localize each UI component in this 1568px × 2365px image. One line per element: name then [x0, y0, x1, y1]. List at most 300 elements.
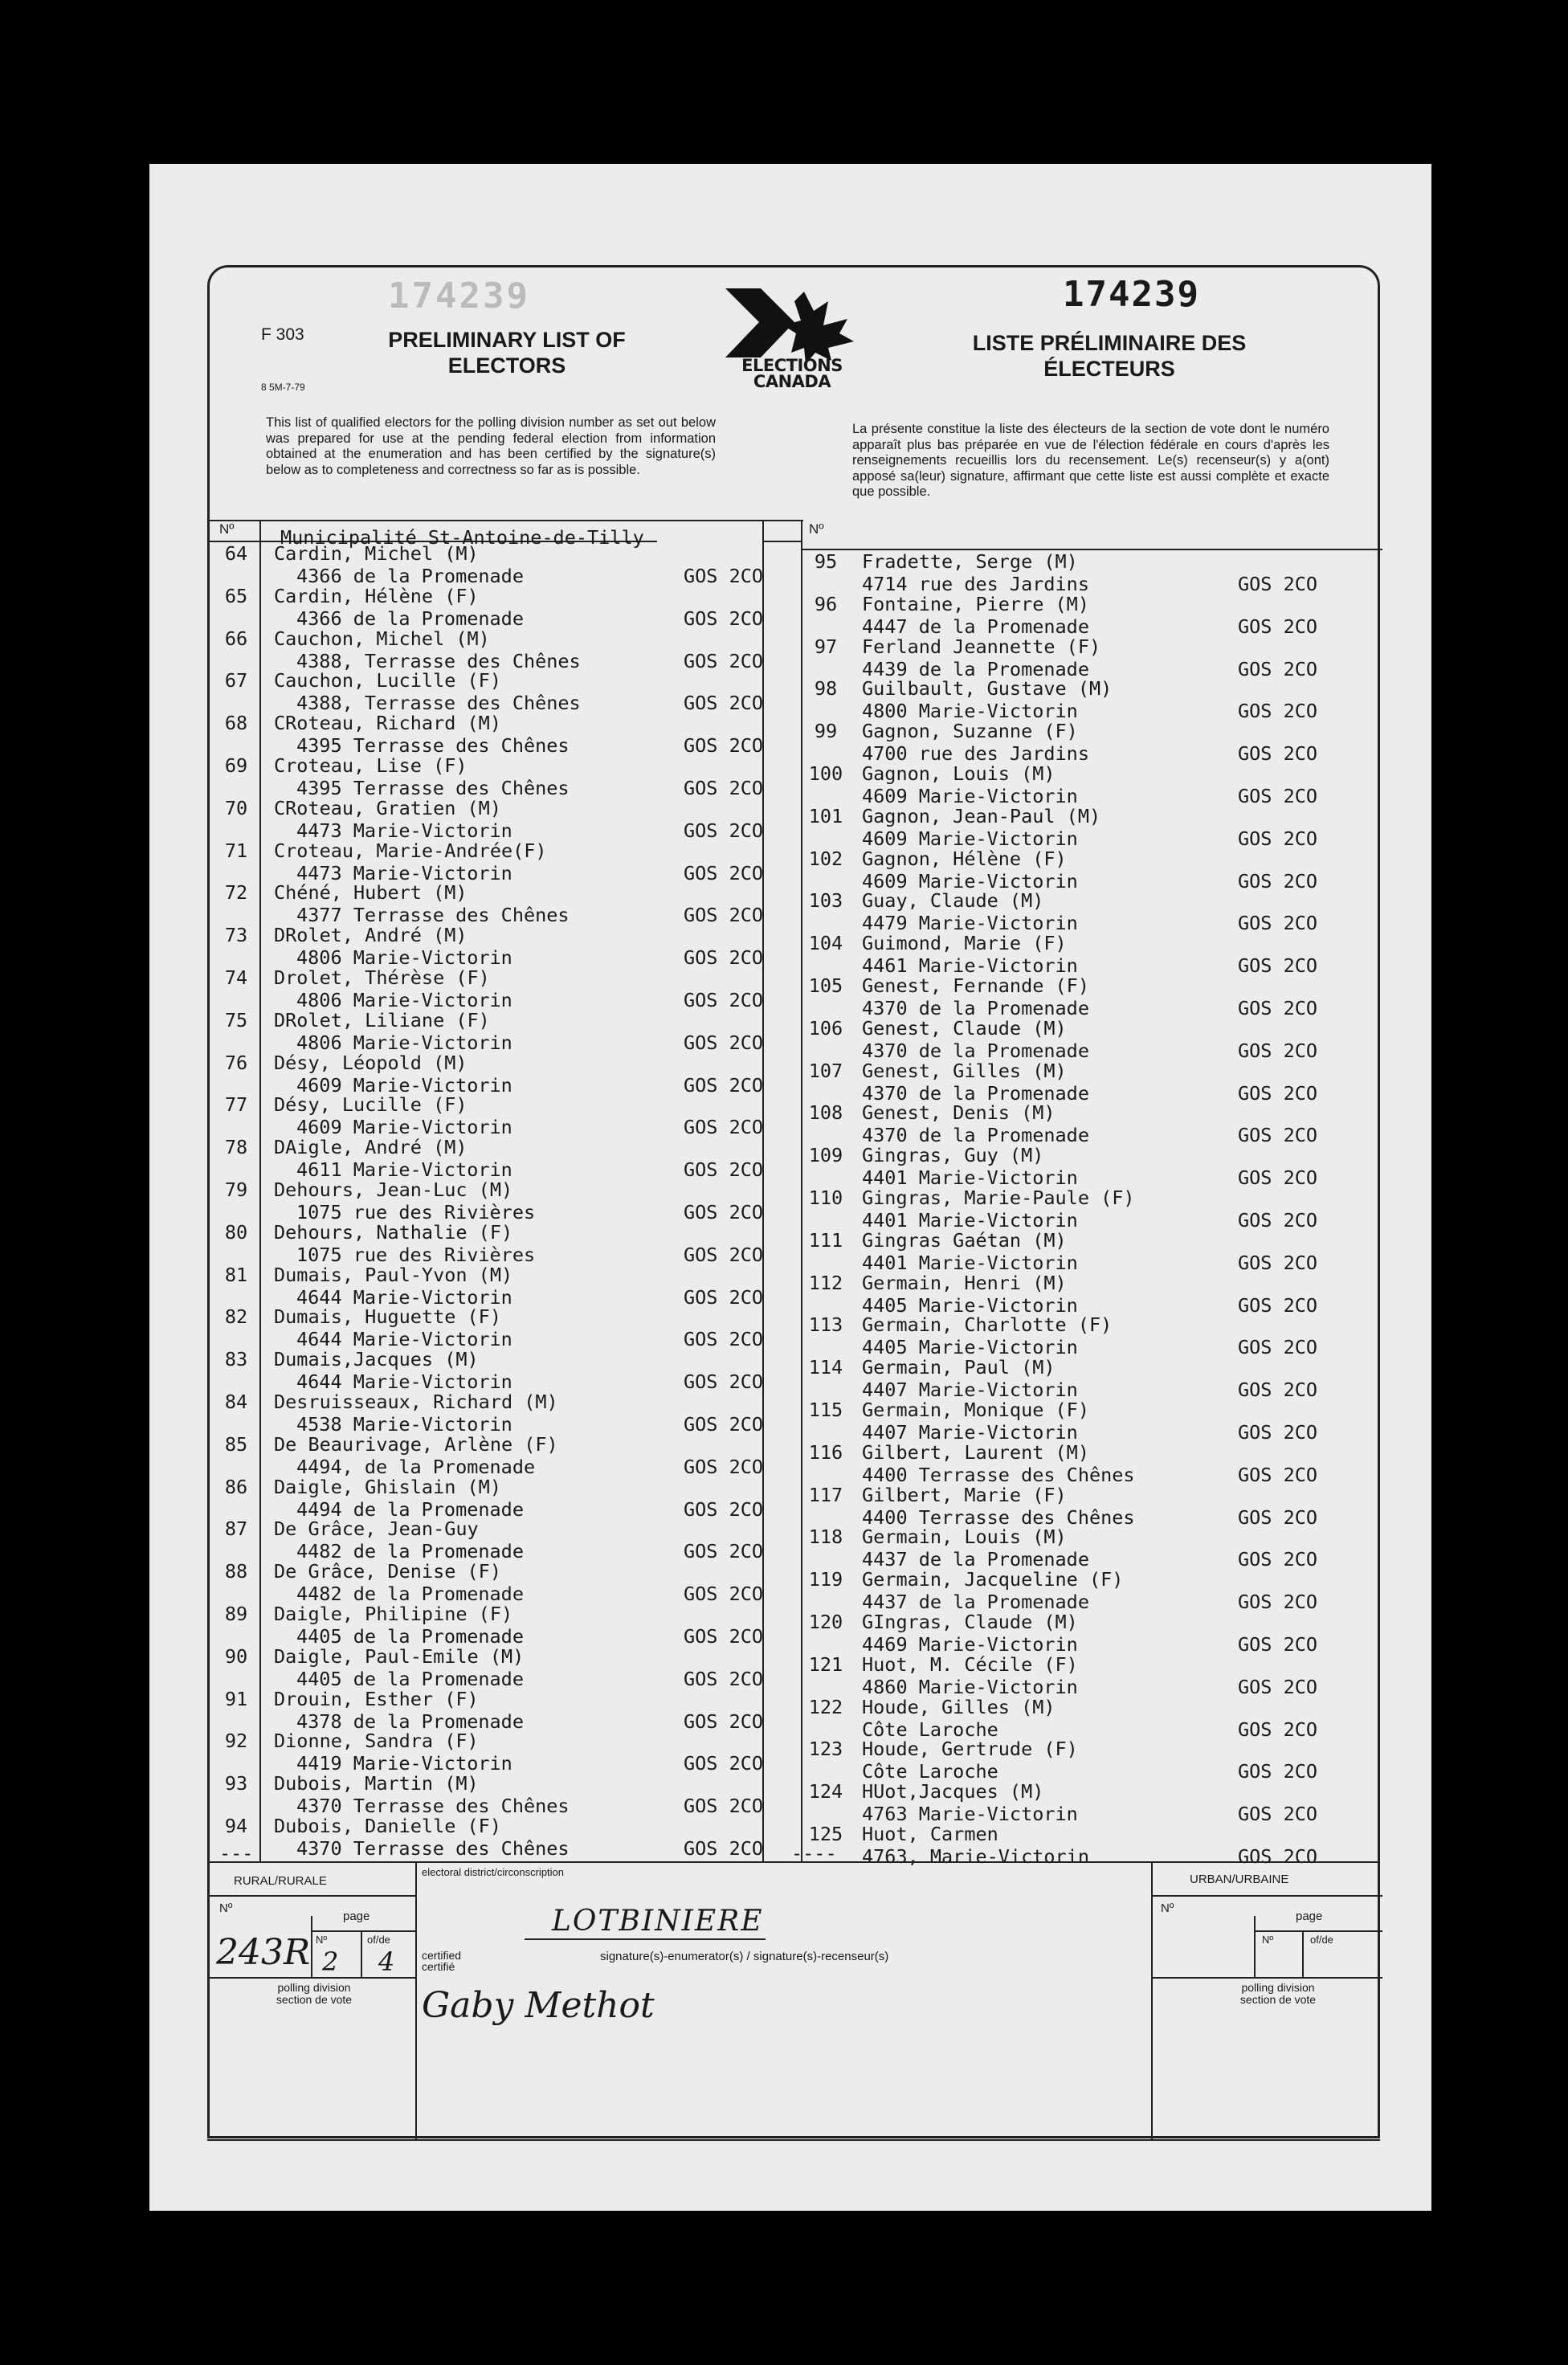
urban-no-label: Nº [1161, 1901, 1174, 1915]
elector-postal-code: GOS 2CO [1238, 700, 1318, 723]
elector-row [762, 1738, 1382, 1784]
elector-name: Chéné, Hubert (M) [274, 881, 468, 905]
elector-address: 4609 Marie-Victorin [862, 827, 1078, 850]
elector-name: Cauchon, Lucille (F) [274, 669, 501, 692]
elector-address: 4405 Marie-Victorin [862, 1336, 1078, 1359]
elector-name: Gingras, Marie-Paule (F) [862, 1187, 1135, 1209]
elector-row [762, 1653, 1382, 1700]
elector-name: HUot,Jacques (M) [862, 1780, 1044, 1803]
form-version: 8 5M-7-79 [261, 382, 305, 393]
elector-row [210, 712, 762, 758]
elector-address: 4370 de la Promenade [862, 1081, 1089, 1105]
urban-page-no-label: Nº [1262, 1934, 1274, 1946]
elector-row [210, 1348, 762, 1395]
elector-number: 73 [224, 924, 248, 947]
elector-address: 4400 Terrasse des Chênes [862, 1505, 1135, 1529]
elector-postal-code: GOS 2CO [1238, 657, 1318, 680]
elector-name: Dumais, Huguette (F) [274, 1305, 501, 1329]
elector-number: 122 [808, 1695, 843, 1718]
elector-postal-code: GOS 2CO [1238, 1421, 1318, 1444]
elector-name: Huot, Carmen [862, 1823, 998, 1845]
elector-address: 4479 Marie-Victorin [862, 912, 1078, 935]
elector-number: 112 [808, 1271, 843, 1294]
elector-name: Dubois, Martin (M) [274, 1772, 479, 1795]
elector-row [210, 585, 762, 631]
elector-name: DAigle, André (M) [274, 1136, 468, 1159]
elector-postal-code: GOS 2CO [684, 1201, 764, 1223]
elector-number: 88 [224, 1560, 248, 1583]
elector-address: 4609 Marie-Victorin [862, 785, 1078, 807]
elector-number: 82 [224, 1305, 248, 1329]
elector-number: 71 [224, 839, 248, 862]
elector-row [762, 635, 1382, 682]
elector-address: 4461 Marie-Victorin [862, 954, 1078, 978]
elector-name: Huot, M. Cécile (F) [862, 1652, 1078, 1676]
elector-number: 78 [224, 1136, 248, 1159]
elector-postal-code: GOS 2CO [1238, 615, 1318, 638]
elector-address: 4377 Terrasse des Chênes [296, 904, 570, 927]
elector-postal-code: GOS 2CO [1238, 1463, 1318, 1486]
elector-number: 98 [814, 677, 838, 701]
elector-postal-code: GOS 2CO [1238, 1718, 1318, 1741]
elector-number: 118 [808, 1526, 843, 1549]
elector-row [210, 966, 762, 1013]
rural-no-label: Nº [219, 1901, 233, 1915]
elector-number: 85 [224, 1432, 248, 1456]
elector-number: 93 [224, 1772, 248, 1795]
elector-name: De Beaurivage, Arlène (F) [274, 1432, 558, 1456]
elector-address: 4370 de la Promenade [862, 1124, 1089, 1147]
elector-address: 4860 Marie-Victorin [862, 1675, 1078, 1698]
elector-postal-code: GOS 2CO [1238, 997, 1318, 1019]
elector-number: 66 [224, 627, 248, 650]
elector-address: 4447 de la Promenade [862, 615, 1089, 638]
elector-postal-code: GOS 2CO [684, 1583, 764, 1606]
elector-name: Croteau, Marie-Andrée(F) [274, 839, 547, 862]
elector-name: Daigle, Philipine (F) [274, 1603, 513, 1625]
intro-english: This list of qualified electors for the polling division number as set out below was prepared for use at the pending federal election from information obtained at the enumeration and has been certified by the signature(s) below as to completeness and correctness so far as is possible. [266, 415, 716, 477]
left-electors-list [210, 542, 762, 1860]
certified-fr: certifié [422, 1960, 455, 1973]
rural-page-divider [311, 1916, 312, 1977]
elector-postal-code: GOS 2CO [684, 777, 764, 799]
poll-number-handwritten: 243R [216, 1932, 311, 1973]
elector-name: Gingras Gaétan (M) [862, 1228, 1067, 1252]
elector-row [762, 1017, 1382, 1064]
title-english: PRELIMINARY LIST OF ELECTORS [388, 328, 626, 378]
urban-page-rule [1254, 1930, 1382, 1932]
elector-name: Ferland Jeannette (F) [862, 635, 1101, 658]
elector-number: 79 [224, 1178, 248, 1201]
elector-name: Germain, Henri (M) [862, 1271, 1067, 1294]
footer-top-rule [207, 1861, 1380, 1863]
elector-number: 100 [808, 762, 843, 785]
elector-postal-code: GOS 2CO [684, 1837, 764, 1860]
elector-number: 102 [808, 847, 843, 870]
elector-postal-code: GOS 2CO [1238, 954, 1318, 978]
elector-name: Houde, Gilles (M) [862, 1695, 1056, 1718]
urban-page-label: page [1296, 1910, 1323, 1923]
elector-address: 4437 de la Promenade [862, 1548, 1089, 1571]
rural-header-rule [207, 1895, 416, 1897]
elector-name: GIngras, Claude (M) [862, 1611, 1078, 1633]
elector-row [762, 805, 1382, 852]
elector-name: Germain, Louis (M) [862, 1526, 1067, 1549]
elector-address: Côte Laroche [862, 1718, 998, 1741]
elector-postal-code: GOS 2CO [1238, 1379, 1318, 1402]
elector-number: 89 [224, 1603, 248, 1625]
elector-number: 74 [224, 966, 248, 989]
elector-address: 4401 Marie-Victorin [862, 1209, 1078, 1232]
elector-row [210, 1603, 762, 1649]
elector-name: Genest, Claude (M) [862, 1016, 1067, 1040]
elector-row [762, 1272, 1382, 1318]
elector-name: Cauchon, Michel (M) [274, 627, 490, 650]
elector-row [210, 1178, 762, 1225]
elector-postal-code: GOS 2CO [684, 1116, 764, 1139]
elector-number: 92 [224, 1730, 248, 1753]
elector-number: 68 [224, 712, 248, 735]
elector-number: 91 [224, 1687, 248, 1710]
elector-postal-code: GOS 2CO [684, 1370, 764, 1394]
elector-postal-code: GOS 2CO [1238, 1039, 1318, 1062]
elector-number: 111 [808, 1228, 843, 1252]
form-code: F 303 [261, 325, 304, 344]
elector-row [210, 754, 762, 801]
maple-leaf-x-icon [711, 284, 872, 364]
elector-address: 1075 rue des Rivières [296, 1201, 536, 1223]
elector-address: 4611 Marie-Victorin [296, 1158, 512, 1182]
elector-address: 4370 Terrasse des Chênes [296, 1795, 570, 1818]
elector-postal-code: GOS 2CO [1238, 1548, 1318, 1571]
elector-name: Gagnon, Hélène (F) [862, 847, 1067, 870]
elector-row [210, 881, 762, 928]
elector-number: 77 [224, 1093, 248, 1117]
elector-number: 64 [224, 542, 248, 565]
elector-address: 4806 Marie-Victorin [296, 989, 512, 1011]
elector-row [762, 848, 1382, 894]
intro-french: La présente constitue la liste des électeurs de la section de vote dont le numéro apparaît plus bas préparée en vue de l'élection fédérale en cours d'après les renseignements recueillis lors du recensement. Le(s) recenseur(s) y a(ont) apposé sa(leur) signature, affirmant que cette liste est aussi complète et exacte que possible. [852, 422, 1329, 499]
elector-name: Dehours, Jean-Luc (M) [274, 1178, 513, 1201]
elector-address: 4644 Marie-Victorin [296, 1328, 512, 1351]
district-value-handwritten: LOTBINIERE [552, 1905, 764, 1938]
elector-address: 4763 Marie-Victorin [862, 1803, 1078, 1826]
elector-address: 4700 rue des Jardins [862, 742, 1089, 766]
elector-postal-code: GOS 2CO [1238, 573, 1318, 595]
elector-postal-code: GOS 2CO [684, 1667, 764, 1690]
elector-row [210, 1730, 762, 1776]
elector-row [762, 1568, 1382, 1615]
elector-postal-code: GOS 2CO [1238, 1209, 1318, 1232]
elector-name: Guilbault, Gustave (M) [862, 677, 1113, 701]
elector-row [210, 1052, 762, 1098]
elector-postal-code: GOS 2CO [684, 565, 764, 587]
elector-address: 4401 Marie-Victorin [862, 1166, 1078, 1190]
elector-name: Gagnon, Louis (M) [862, 762, 1056, 785]
elector-row [762, 1484, 1382, 1530]
elector-number: 87 [224, 1517, 248, 1541]
logo-text-canada: CANADA [753, 372, 831, 391]
elector-postal-code: GOS 2CO [1238, 1336, 1318, 1359]
urban-bottom-rule [1151, 1977, 1382, 1979]
elector-row [210, 1560, 762, 1607]
elector-address: 1075 rue des Rivières [296, 1243, 536, 1266]
elector-postal-code: GOS 2CO [684, 989, 764, 1011]
elector-name: Germain, Monique (F) [862, 1399, 1089, 1421]
elector-name: Daigle, Ghislain (M) [274, 1475, 501, 1498]
elector-address: 4473 Marie-Victorin [296, 861, 512, 884]
elector-name: Drouin, Esther (F) [274, 1687, 479, 1710]
elector-row [762, 550, 1382, 597]
elector-address: 4494, de la Promenade [296, 1455, 536, 1478]
elector-number: 101 [808, 804, 843, 827]
urban-polling-division-label [1206, 1982, 1350, 2006]
elector-row [762, 1144, 1382, 1191]
elector-row [210, 669, 762, 716]
elector-postal-code: GOS 2CO [684, 1031, 764, 1054]
elector-address: 4494 de la Promenade [296, 1497, 524, 1521]
elector-address: 4400 Terrasse des Chênes [862, 1463, 1135, 1486]
elector-name: Guay, Claude (M) [862, 889, 1044, 913]
left-end-mark: --- [219, 1842, 254, 1865]
elector-address: 4806 Marie-Victorin [296, 1031, 512, 1054]
no-header-right: Nº [809, 521, 824, 537]
elector-row [210, 1136, 762, 1182]
urban-of-divider [1302, 1930, 1304, 1977]
elector-name: CRoteau, Gratien (M) [274, 796, 501, 819]
elector-postal-code: GOS 2CO [1238, 1675, 1318, 1698]
elector-name: Gagnon, Jean-Paul (M) [862, 804, 1101, 827]
elector-row [210, 797, 762, 843]
urban-of-label: of/de [1310, 1934, 1333, 1946]
elector-name: Daigle, Paul-Emile (M) [274, 1644, 525, 1668]
elector-address: 4370 de la Promenade [862, 1039, 1089, 1062]
elector-row [762, 932, 1382, 978]
elector-postal-code: GOS 2CO [1238, 1633, 1318, 1656]
elector-name: Fontaine, Pierre (M) [862, 592, 1089, 615]
rural-page-no-label: Nº [316, 1934, 328, 1946]
elector-postal-code: GOS 2CO [684, 1497, 764, 1521]
elector-postal-code: GOS 2CO [684, 1795, 764, 1818]
elector-number: 83 [224, 1348, 248, 1371]
elector-name: Dehours, Nathalie (F) [274, 1220, 513, 1244]
elector-name: DRolet, Liliane (F) [274, 1008, 490, 1031]
elector-number: 72 [224, 881, 248, 905]
elector-address: 4419 Marie-Victorin [296, 1752, 512, 1775]
district-underline [525, 1938, 766, 1940]
elector-postal-code: GOS 2CO [684, 946, 764, 970]
elector-postal-code: GOS 2CO [684, 904, 764, 927]
elector-row [210, 1815, 762, 1861]
elector-name: Cardin, Hélène (F) [274, 584, 479, 607]
elector-name: CRoteau, Richard (M) [274, 712, 501, 735]
elector-address: 4407 Marie-Victorin [862, 1421, 1078, 1444]
elector-row [210, 1264, 762, 1310]
elector-number: 120 [808, 1611, 843, 1633]
elector-row [762, 889, 1382, 936]
elector-postal-code: GOS 2CO [684, 649, 764, 672]
elector-postal-code: GOS 2CO [684, 1709, 764, 1733]
elector-row [762, 1526, 1382, 1572]
urban-block-divider [1151, 1861, 1153, 2139]
elector-row [210, 627, 762, 674]
elector-address: 4395 Terrasse des Chênes [296, 734, 570, 758]
elector-row [210, 1221, 762, 1268]
elector-row [210, 839, 762, 886]
elector-number: 67 [224, 669, 248, 692]
list-top-rule-left [207, 520, 803, 521]
elector-name: Houde, Gertrude (F) [862, 1738, 1078, 1761]
elector-address: 4609 Marie-Victorin [296, 1073, 512, 1097]
elector-number: 125 [808, 1823, 843, 1845]
elector-row [210, 1391, 762, 1437]
elector-name: Dumais, Paul-Yvon (M) [274, 1263, 513, 1286]
elector-address: 4806 Marie-Victorin [296, 946, 512, 970]
rural-polling-fr: section de vote [276, 1993, 353, 2006]
elector-number: 90 [224, 1644, 248, 1668]
elector-row [762, 762, 1382, 809]
elector-postal-code: GOS 2CO [684, 819, 764, 842]
elector-name: Dionne, Sandra (F) [274, 1730, 479, 1753]
elector-number: 103 [808, 889, 843, 913]
elector-number: 80 [224, 1220, 248, 1244]
certified-label [422, 1950, 461, 1972]
electors-form [207, 265, 1380, 2138]
elector-row [762, 1060, 1382, 1106]
elector-number: 94 [224, 1815, 248, 1837]
elector-address: 4378 de la Promenade [296, 1709, 524, 1733]
elector-row [762, 1611, 1382, 1657]
elector-row [210, 1517, 762, 1564]
elector-row [210, 1433, 762, 1480]
elector-address: 4482 de la Promenade [296, 1583, 524, 1606]
elector-name: Desruisseaux, Richard (M) [274, 1391, 558, 1413]
elector-number: 96 [814, 592, 838, 615]
elector-address: 4405 de la Promenade [296, 1625, 524, 1648]
elector-row [762, 1313, 1382, 1360]
elector-address: 4437 de la Promenade [862, 1591, 1089, 1614]
signature-caption: signature(s)-enumerator(s) / signature(s)-recenseur(s) [600, 1950, 889, 1963]
district-label: electoral district/circonscription [422, 1866, 565, 1878]
elector-number: 99 [814, 720, 838, 743]
elector-address: 4366 de la Promenade [296, 607, 524, 630]
elector-name: Désy, Léopold (M) [274, 1051, 468, 1074]
elector-number: 119 [808, 1568, 843, 1591]
elector-postal-code: GOS 2CO [1238, 1760, 1318, 1783]
elector-address: 4538 Marie-Victorin [296, 1413, 512, 1436]
elector-number: 104 [808, 932, 843, 955]
elector-row [762, 1187, 1382, 1233]
footer-bottom-rule [207, 2139, 1380, 2141]
urban-label: URBAN/URBAINE [1190, 1873, 1289, 1886]
rural-of-divider [361, 1930, 362, 1977]
elector-postal-code: GOS 2CO [1238, 1845, 1318, 1868]
elector-postal-code: GOS 2CO [1238, 1166, 1318, 1190]
elector-address: 4609 Marie-Victorin [296, 1116, 512, 1139]
elector-number: 114 [808, 1356, 843, 1379]
rural-bottom-rule [207, 1977, 416, 1979]
elector-number: 70 [224, 796, 248, 819]
elector-name: Genest, Gilles (M) [862, 1059, 1067, 1082]
elector-postal-code: GOS 2CO [684, 1073, 764, 1097]
elector-number: 107 [808, 1059, 843, 1082]
elector-address: 4763, Marie-Victorin [862, 1845, 1089, 1868]
elector-number: 121 [808, 1652, 843, 1676]
urban-header-rule [1151, 1895, 1382, 1897]
certified-en: certified [422, 1949, 462, 1962]
elector-name: Cardin, Michel (M) [274, 542, 479, 565]
elector-number: 124 [808, 1780, 843, 1803]
elector-postal-code: GOS 2CO [1238, 1124, 1318, 1147]
rural-page-rule [311, 1930, 415, 1932]
elector-address: 4800 Marie-Victorin [862, 700, 1078, 723]
elector-postal-code: GOS 2CO [1238, 1591, 1318, 1614]
elector-postal-code: GOS 2CO [1238, 1505, 1318, 1529]
elector-name: Genest, Fernande (F) [862, 974, 1089, 997]
elector-name: De Grâce, Jean-Guy [274, 1517, 479, 1541]
elector-name: Gingras, Guy (M) [862, 1144, 1044, 1167]
elector-number: 86 [224, 1475, 248, 1498]
elector-row [762, 1441, 1382, 1488]
elector-number: 115 [808, 1399, 843, 1421]
elector-number: 110 [808, 1187, 843, 1209]
elector-number: 113 [808, 1313, 843, 1337]
elector-postal-code: GOS 2CO [684, 861, 764, 884]
urban-page-divider [1254, 1916, 1256, 1977]
elector-row [210, 1645, 762, 1692]
elector-number: 108 [808, 1101, 843, 1125]
elector-name: Gilbert, Laurent (M) [862, 1440, 1089, 1464]
elector-number: 116 [808, 1440, 843, 1464]
elector-row [762, 1696, 1382, 1742]
elector-number: 84 [224, 1391, 248, 1413]
elector-number: 109 [808, 1144, 843, 1167]
elector-name: Dubois, Danielle (F) [274, 1815, 501, 1837]
no-header-rule-right [762, 541, 802, 542]
elector-number: 65 [224, 584, 248, 607]
elector-postal-code: GOS 2CO [684, 692, 764, 715]
elector-postal-code: GOS 2CO [684, 1752, 764, 1775]
elector-address: 4644 Marie-Victorin [296, 1285, 512, 1309]
elector-number: 123 [808, 1738, 843, 1761]
elector-name: Dumais,Jacques (M) [274, 1348, 479, 1371]
elector-name: Croteau, Lise (F) [274, 754, 468, 777]
elector-postal-code: GOS 2CO [684, 1455, 764, 1478]
elector-address: 4395 Terrasse des Chênes [296, 777, 570, 799]
elector-number: 97 [814, 635, 838, 658]
elector-address: 4644 Marie-Victorin [296, 1370, 512, 1394]
elector-address: 4370 Terrasse des Chênes [296, 1837, 570, 1860]
elector-address: 4609 Marie-Victorin [862, 869, 1078, 892]
elector-row [210, 1093, 762, 1140]
elector-postal-code: GOS 2CO [684, 607, 764, 630]
elector-address: 4370 de la Promenade [862, 997, 1089, 1019]
elector-name: Gilbert, Marie (F) [862, 1483, 1067, 1506]
right-end-mark: ---- [791, 1842, 837, 1865]
rural-block-divider [415, 1861, 417, 2139]
elector-row [210, 1772, 762, 1819]
elector-number: 69 [224, 754, 248, 777]
elector-name: Désy, Lucille (F) [274, 1093, 468, 1117]
rural-polling-division-label [242, 1982, 386, 2006]
elector-number: 106 [808, 1016, 843, 1040]
rural-polling-en: polling division [277, 1981, 351, 1994]
elections-canada-logo [711, 284, 872, 391]
elector-row [210, 542, 762, 589]
elector-address: 4405 de la Promenade [296, 1667, 524, 1690]
elector-postal-code: GOS 2CO [684, 1243, 764, 1266]
logo-text-elections: ELECTIONS [741, 356, 843, 375]
